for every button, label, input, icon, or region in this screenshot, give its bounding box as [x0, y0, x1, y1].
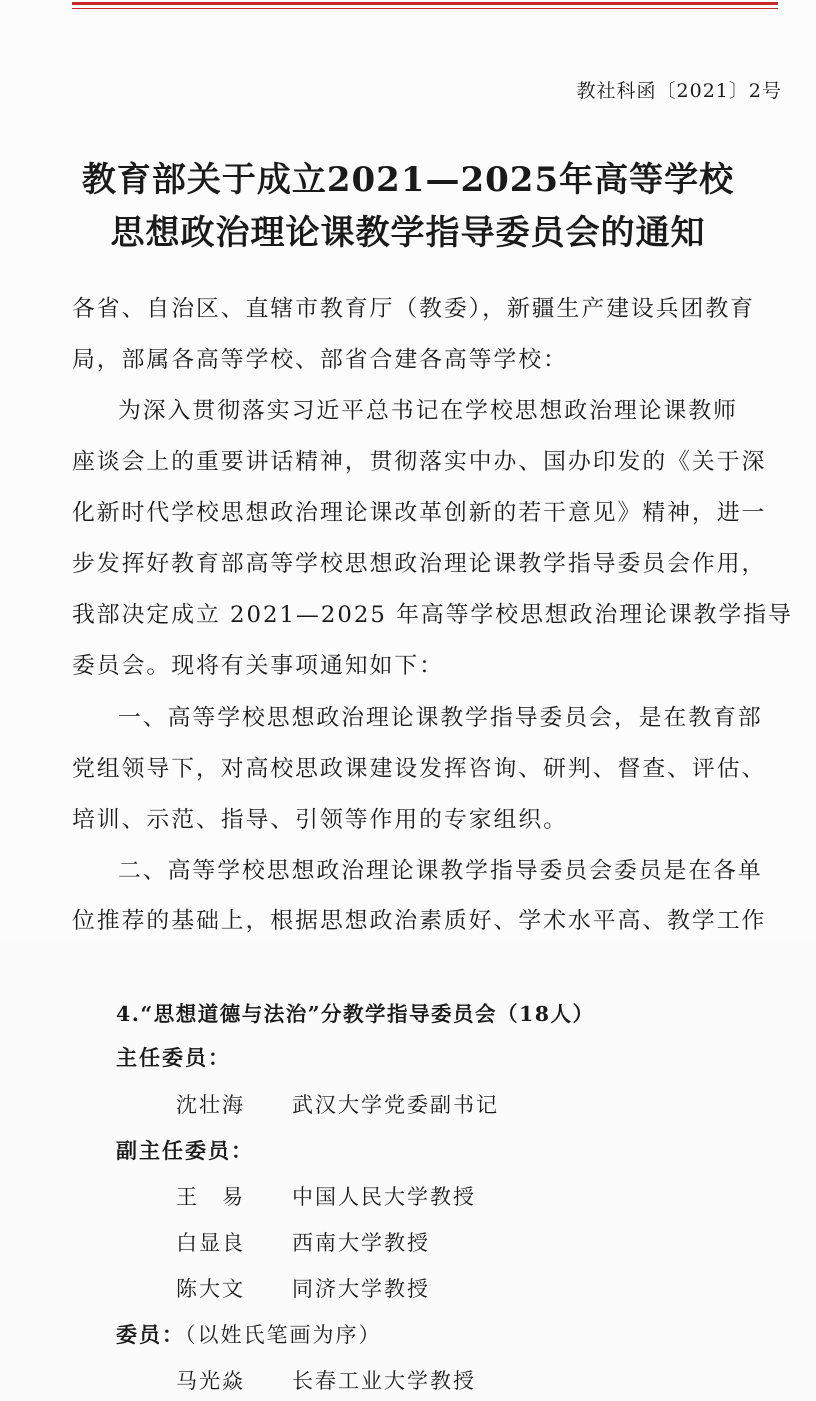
body-line: 我部决定成立 2021—2025 年高等学校思想政治理论课教学指导 [72, 602, 793, 628]
committee-page [0, 940, 816, 1401]
body-line: 一、高等学校思想政治理论课教学指导委员会，是在教育部 [118, 705, 763, 731]
notice-title-line-2: 思想政治理论课教学指导委员会的通知 [110, 213, 706, 253]
member-name: 王 易 [176, 1185, 245, 1209]
body-line: 二、高等学校思想政治理论课教学指导委员会委员是在各单 [118, 858, 763, 884]
notice-title-line-1: 教育部关于成立2021—2025年高等学校 [81, 160, 735, 200]
director-label: 主任委员： [116, 1045, 231, 1070]
member-affiliation: 同济大学教授 [292, 1277, 430, 1301]
document-number: 教社科函〔2021〕2号 [576, 80, 782, 102]
body-line: 化新时代学校思想政治理论课改革创新的若干意见》精神，进一 [72, 500, 767, 526]
body-line: 培训、示范、指导、引领等作用的专家组织。 [72, 807, 568, 833]
deputy-label: 副主任委员： [116, 1138, 254, 1163]
member-affiliation: 长春工业大学教授 [292, 1369, 476, 1393]
members-label: 委员： [116, 1322, 185, 1347]
body-line: 座谈会上的重要讲话精神，贯彻落实中办、国办印发的《关于深 [72, 449, 767, 475]
committee-heading: 4.“思想道德与法治”分教学指导委员会（18人） [116, 1002, 595, 1026]
body-line: 为深入贯彻落实习近平总书记在学校思想政治理论课教师 [118, 398, 738, 424]
body-line: 党组领导下，对高校思政课建设发挥咨询、研判、督查、评估、 [72, 756, 767, 782]
members-label-row [116, 1319, 382, 1349]
recipients-line-2: 局，部属各高等学校、部省合建各高等学校： [72, 347, 568, 373]
member-affiliation: 武汉大学党委副书记 [292, 1093, 499, 1117]
body-line: 位推荐的基础上，根据思想政治素质好、学术水平高、教学工作 [72, 908, 767, 934]
top-red-rule [72, 2, 778, 9]
member-name: 陈大文 [176, 1277, 245, 1301]
body-line: 委员会。现将有关事项通知如下： [72, 653, 444, 679]
member-name: 沈壮海 [176, 1093, 245, 1117]
members-order-note: （以姓氏笔画为序） [185, 1323, 382, 1347]
recipients-line-1: 各省、自治区、直辖市教育厅（教委），新疆生产建设兵团教育 [72, 296, 755, 322]
member-affiliation: 西南大学教授 [292, 1231, 430, 1255]
member-name: 马光焱 [176, 1369, 245, 1393]
member-affiliation: 中国人民大学教授 [292, 1185, 476, 1209]
member-name: 白显良 [176, 1231, 245, 1255]
body-line: 步发挥好教育部高等学校思想政治理论课教学指导委员会作用， [72, 551, 767, 577]
